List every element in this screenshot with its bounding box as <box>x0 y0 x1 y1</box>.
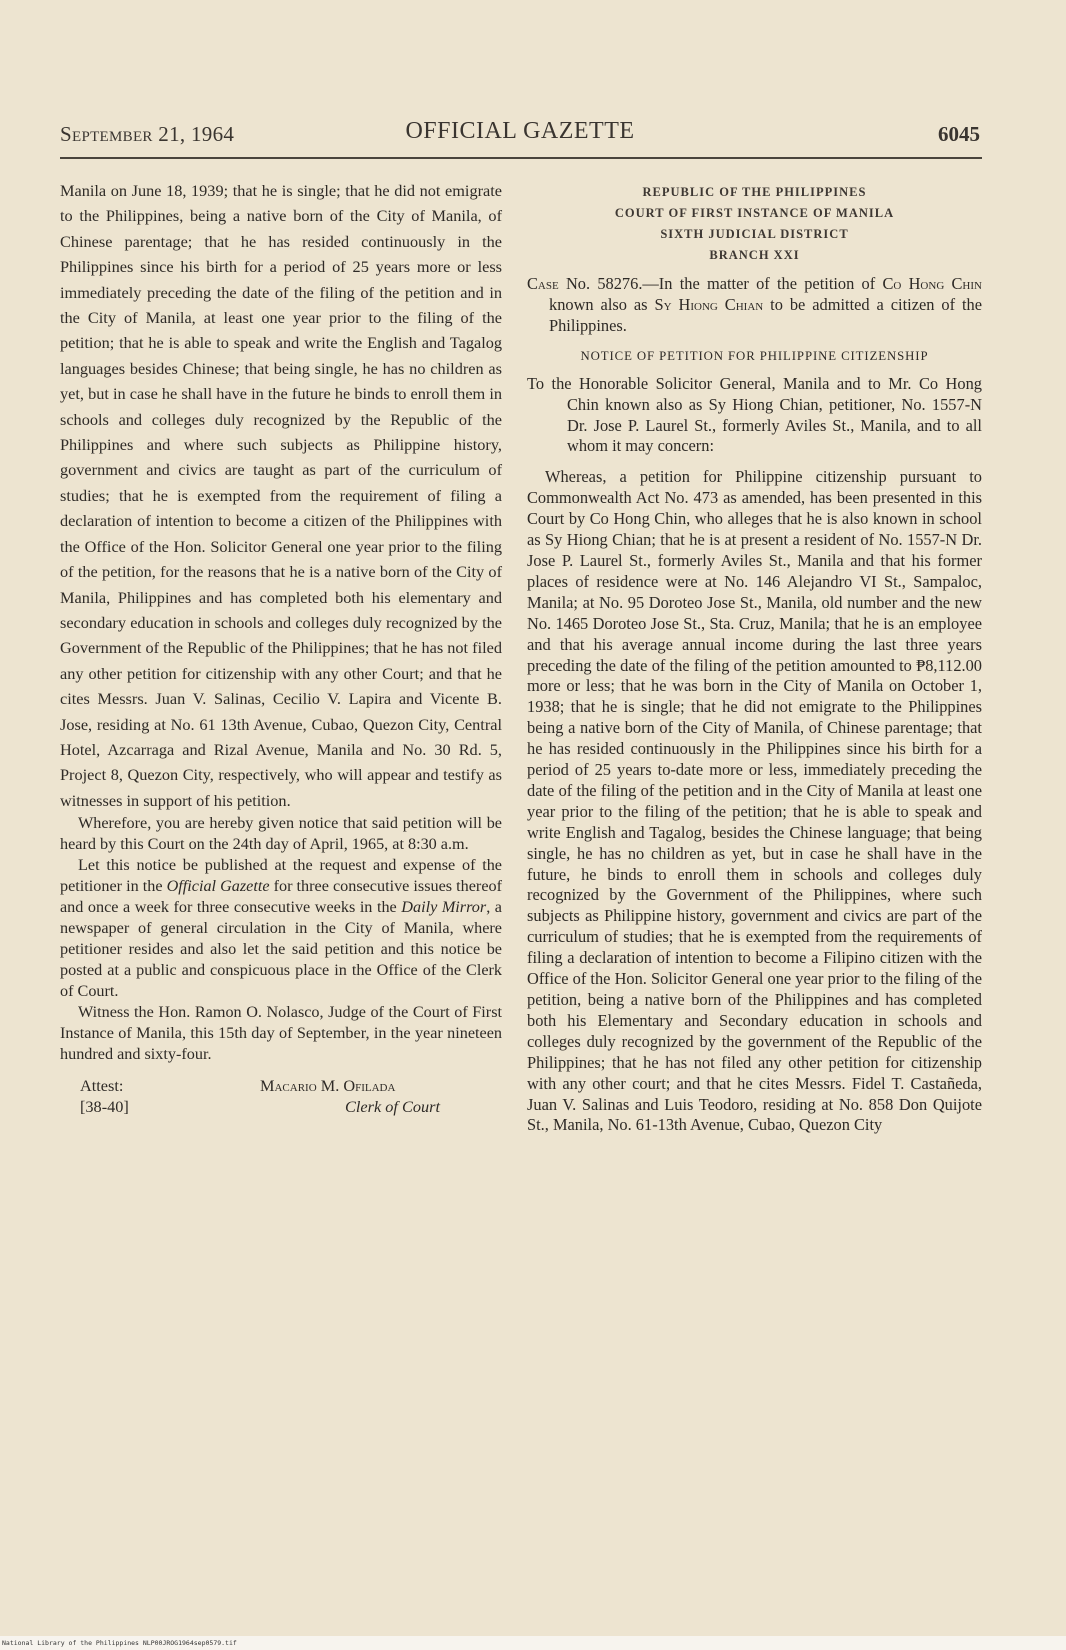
wherefore-paragraph: Wherefore, you are hereby given notice that said petition will be heard by this Court on the 24th day of April, 1965, at 8:30 a.m. <box>60 814 502 854</box>
page-header <box>60 118 980 152</box>
notice-heading: NOTICE OF PETITION FOR PHILIPPINE CITIZENSHIP <box>580 348 929 363</box>
signature-block <box>60 1075 502 1119</box>
signer-title: Clerk of Court <box>345 1097 440 1117</box>
witness-paragraph: Witness the Hon. Ramon O. Nolasco, Judge of the Court of First Instance of Manila, this 15th day of September, in the year nineteen hundred and sixty-four. <box>60 1003 502 1064</box>
publication-title: OFFICIAL GAZETTE <box>405 118 635 144</box>
signer-name: Macario M. Ofilada <box>260 1076 396 1096</box>
header-date: September 21, 1964 <box>60 122 235 146</box>
footer-text: National Library of the Philippines NLP00JROG1964sep0579.tif <box>2 1639 237 1647</box>
attest-label: Attest: <box>80 1076 124 1096</box>
gazette-name: Official Gazette <box>166 877 270 896</box>
case-text: No. 58276.—In the matter of the petition of <box>558 274 883 293</box>
publication-text-2: for three consecutive issues thereof and once a week for three consecutive weeks in the <box>60 877 502 917</box>
court-line: SIXTH JUDICIAL DISTRICT <box>660 227 849 241</box>
left-column <box>60 178 502 1119</box>
court-line: REPUBLIC OF THE PHILIPPINES <box>642 185 867 199</box>
page-number: 6045 <box>938 122 980 146</box>
petitioner-name: Co Hong Chin <box>882 274 982 293</box>
whereas-paragraph: Whereas, a petition for Philippine citizenship pursuant to Commonwealth Act No. 473 as amended, has been presented in this Court by Co Hong Chin, who alleges that he is also known in school as Sy Hiong Chian; that he is at present a resident of No. 1557-N Dr. Jose P. Laurel St., formerly Aviles St., Manila and that his former places of residence were at No. 146 Alejandro VI St., Sampaloc, Manila; at No. 95 Doroteo Jose St., Manila, old number and the new No. 1465 Doroteo Jose St., Sta. Cruz, Manila; that he is an employee and that his average annual income during the last three years preceding the date of the filing of the petition amounted to ₱8,112.00 more or less; that he was born in the City of Manila on October 1, 1938; that he is single; that he did not emigrate to the Philippines being a native born of the City of Manila, of Chinese parentage; that he has resided continuously in the Philippines since his birth for a period of 25 years to-date more or less, immediately preceding the date of the filing of the petition and in the City of Manila at least one year prior to the filing of the petition; that he is able to speak and write English and Tagalog, besides the Chinese language; that being single, he has no children as yet, but in case he shall have in the future, he binds to enroll them in schools and colleges duly recognized by the Government of the Philippines, where such subjects as Philippine history, government and civics are part of the curriculum of studies; that he is exempted from the requirements of filing a declaration of intention to become a Filipino citizen with the Office of the Hon. Solicitor General one year prior to the filing of the petition, being a native born of the Philippines and has completed both his Elementary and Secondary education in schools and colleges duly recognized by the government of the Republic of the Philippines; that he has not filed any other petition for citizenship with any other court; and that he cites Messrs. Fidel T. Castañeda, Juan V. Salinas and Luis Teodoro, residing at No. 858 Don Quijote St., Manila, No. 61-13th Avenue, Cubao, Quezon City <box>527 467 982 1135</box>
court-line: BRANCH XXI <box>709 248 800 262</box>
court-line: COURT OF FIRST INSTANCE OF MANILA <box>614 206 895 220</box>
publication-paragraph <box>60 855 502 1002</box>
court-heading <box>527 182 982 266</box>
case-text: to be admitted a citizen of the Philippines. <box>549 294 982 335</box>
case-text: known also as <box>549 294 655 314</box>
case-label: Case <box>527 274 559 293</box>
publication-text-1: Let this notice be published at the request and expense of the petitioner in the <box>60 856 502 896</box>
right-column <box>527 182 982 1136</box>
alias-name: Sy Hiong Chian <box>654 294 764 314</box>
issue-reference: [38-40] <box>80 1097 129 1117</box>
scan-footer <box>0 1636 1066 1650</box>
newspaper-name: Daily Mirror <box>401 898 487 917</box>
continued-paragraph: Manila on June 18, 1939; that he is single; that he did not emigrate to the Philippines, being a native born of the City of Manila, of Chinese parentage; that he has resided continuously in the Philippines since his birth for a period of 25 years more or less immediately preceding the date of the filing of the petition and in the City of Manila, at least one year prior to the filing of the petition; that he is able to speak and write the English and Tagalog languages besides Chinese; that being single, he has no children as yet, but in case he shall have in the future he binds to enroll them in schools and colleges duly recognized by the Republic of the Philippines and where such subjects as Philippine history, government and civics are taught as part of the curriculum of studies; that he is exempted from the requirement of filing a declaration of intention to become a citizen of the Philippines with the Office of the Hon. Solicitor General one year prior to the filing of the petition, for the reasons that he is a native born of the City of Manila, Philippines and has completed both his elementary and secondary education in schools and colleges duly recognized by the Government of the Republic of the Philippines; that he has not filed any other petition for citizenship with any other Court; and that he cites Messrs. Juan V. Salinas, Cecilio V. Lapira and Vicente B. Jose, residing at No. 61 13th Avenue, Cubao, Quezon City, Central Hotel, Azcarraga and Rizal Avenue, Manila and No. 30 Rd. 5, Project 8, Quezon City, respectively, who will appear and testify as witnesses in support of his petition. <box>60 181 502 810</box>
addressee-paragraph: To the Honorable Solicitor General, Manila and to Mr. Co Hong Chin known also as Sy Hiong Chian, petitioner, No. 1557-N Dr. Jose P. Laurel St., formerly Aviles St., Manila, and to all whom it may concern: <box>527 373 982 456</box>
case-caption <box>527 274 982 337</box>
publication-text-3: , a newspaper of general circulation in the City of Manila, where petitioner resides and also let the said petition and this notice be posted at a public and conspicuous place in the Office of the Clerk of Court. <box>60 898 502 1001</box>
header-rule <box>60 157 982 159</box>
